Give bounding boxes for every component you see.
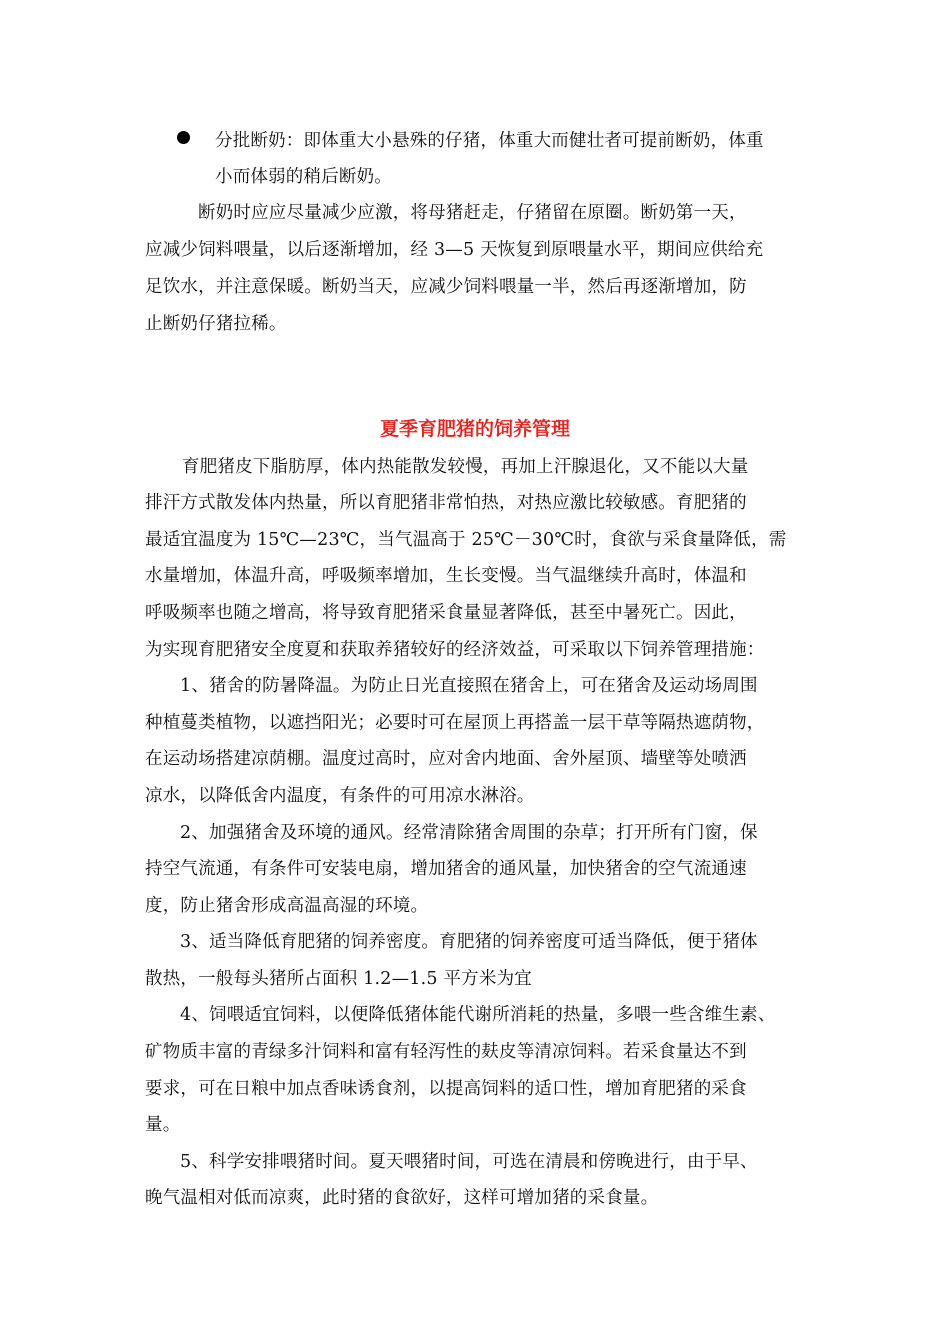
measure-4-line-2: 矿物质丰富的青绿多汁饲料和富有轻泻性的麸皮等清凉饲料。若采食量达不到	[145, 1042, 747, 1062]
measure-1-line-1: 1、猪舍的防暑降温。为防止日光直接照在猪舍上，可在猪舍及运动场周围	[180, 676, 758, 696]
intro-line-2: 排汗方式散发体内热量，所以育肥猪非常怕热，对热应激比较敏感。育肥猪的	[145, 493, 747, 513]
measure-4-line-3: 要求，可在日粮中加点香味诱食剂，以提高饲料的适口性，增加育肥猪的采食	[145, 1079, 747, 1099]
measure-5-line-1: 5、科学安排喂猪时间。夏天喂猪时间，可选在清晨和傍晚进行，由于早、	[180, 1152, 758, 1172]
weaning-line-2: 应减少饲料喂量，以后逐渐增加，经 3—5 天恢复到原喂量水平，期间应供给充	[145, 240, 764, 260]
measure-2-line-2: 持空气流通，有条件可安装电扇，增加猪舍的通风量，加快猪舍的空气流通速	[145, 859, 747, 879]
measure-1-line-3: 在运动场搭建凉荫棚。温度过高时，应对舍内地面、舍外屋顶、墙壁等处喷洒	[145, 749, 747, 769]
measure-1-line-2: 种植蔓类植物，以遮挡阳光；必要时可在屋顶上再搭盖一层干草等隔热遮荫物，	[145, 713, 765, 733]
weaning-line-4: 止断奶仔猪拉稀。	[145, 314, 287, 334]
measure-3-line-1: 3、适当降低育肥猪的饲养密度。育肥猪的饲养密度可适当降低，便于猪体	[180, 932, 758, 952]
weaning-line-1: 断奶时应应尽量减少应激，将母猪赶走，仔猪留在原圈。断奶第一天，	[198, 203, 747, 223]
measure-4-line-4: 量。	[145, 1115, 181, 1135]
intro-line-3: 最适宜温度为 15℃—23℃，当气温高于 25℃－30℃时，食欲与采食量降低，需	[145, 530, 787, 550]
measure-2-line-1: 2、加强猪舍及环境的通风。经常清除猪舍周围的杂草；打开所有门窗，保	[180, 823, 758, 843]
intro-line-4: 水量增加，体温升高，呼吸频率增加，生长变慢。当气温继续升高时，体温和	[145, 566, 747, 586]
intro-line-1: 育肥猪皮下脂肪厚，体内热能散发较慢，再加上汗腺退化，又不能以大量	[182, 457, 749, 477]
measure-3-line-2: 散热，一般每头猪所占面积 1.2—1.5 平方米为宜	[145, 969, 532, 989]
intro-line-6: 为实现育肥猪安全度夏和获取养猪较好的经济效益，可采取以下饲养管理措施：	[145, 640, 765, 660]
intro-line-5: 呼吸频率也随之增高，将导致育肥猪采食量显著降低，甚至中暑死亡。因此，	[145, 603, 747, 623]
bullet-line-1: 分批断奶：即体重大小悬殊的仔猪，体重大而健壮者可提前断奶，体重	[215, 131, 764, 151]
measure-2-line-3: 度，防止猪舍形成高温高湿的环境。	[145, 896, 429, 916]
bullet-icon	[177, 131, 190, 144]
measure-1-line-4: 凉水，以降低舍内温度，有条件的可用凉水淋浴。	[145, 786, 535, 806]
weaning-line-3: 足饮水，并注意保暖。断奶当天，应减少饲料喂量一半，然后再逐渐增加，防	[145, 277, 747, 297]
section-title: 夏季育肥猪的饲养管理	[379, 418, 570, 440]
measure-5-line-2: 晚气温相对低而凉爽，此时猪的食欲好，这样可增加猪的采食量。	[145, 1188, 659, 1208]
bullet-line-2: 小而体弱的稍后断奶。	[215, 167, 392, 187]
measure-4-line-1: 4、饲喂适宜饲料，以便降低猪体能代谢所消耗的热量，多喂一些含维生素、	[180, 1005, 776, 1025]
